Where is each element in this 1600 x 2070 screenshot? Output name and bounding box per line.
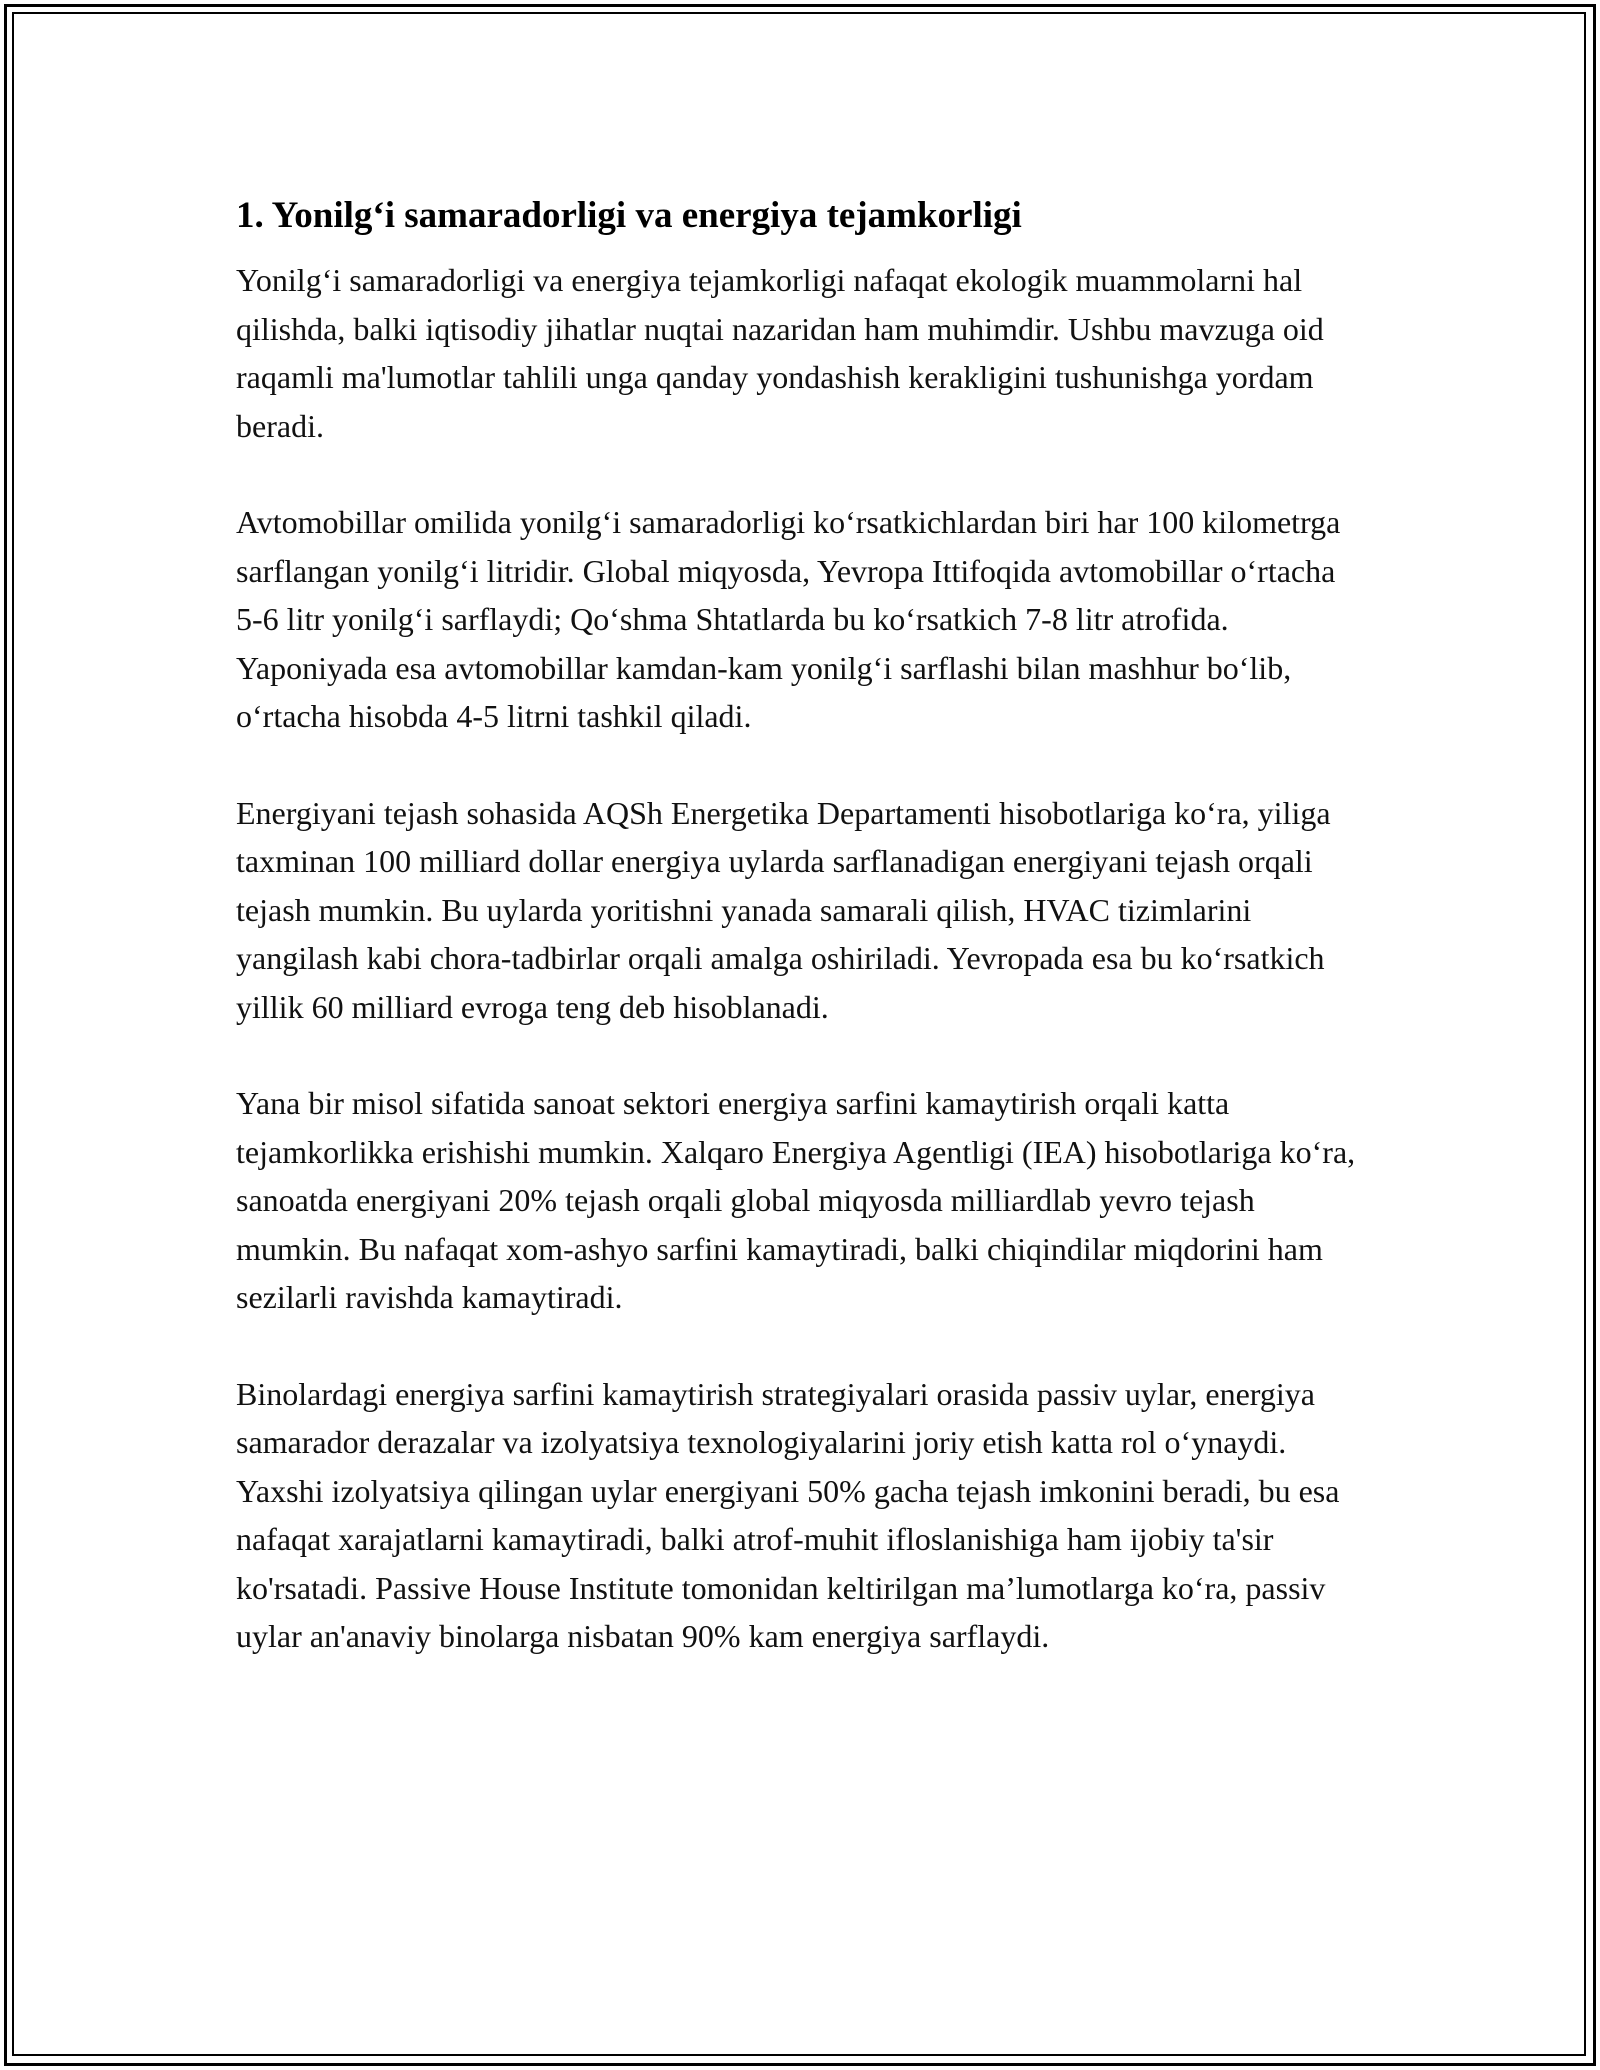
paragraph-industry: Yana bir misol sifatida sanoat sektori energiya sarfini kamaytirish orqali katta tejamkorlikka erishishi mumkin. Xalqaro Energiya Agentligi (IEA) hisobotlariga ko‘ra, sanoatda energiyani 20% tejash orqali global miqyosda milliardlab yevro tejash mumkin. Bu nafaqat xom-ashyo sarfini kamaytiradi, balki chiqindilar miqdorini ham sezilarli ravishda kamaytiradi. (236, 1085, 1356, 1315)
section-heading: 1. Yonilg‘i samaradorligi va energiya tejamkorligi (236, 195, 1022, 236)
paragraph-intro: Yonilg‘i samaradorligi va energiya tejamkorligi nafaqat ekologik muammolarni hal qilishda, balki iqtisodiy jihatlar nuqtai nazaridan ham muhimdir. Ushbu mavzuga oid raqamli ma'lumotlar tahlili unga qanday yondashish kerakligini tushunishga yordam beradi. (236, 262, 1324, 444)
paragraph-household-energy: Energiyani tejash sohasida AQSh Energetika Departamenti hisobotlariga ko‘ra, yiliga taxminan 100 milliard dollar energiya uylarda sarflanadigan energiyani tejash orqali tejash mumkin. Bu uylarda yoritishni yanada samarali qilish, HVAC tizimlarini yangilash kabi chora-tadbirlar orqali amalga oshiriladi. Yevropada esa bu ko‘rsatkich yillik 60 milliard evroga teng deb hisoblanadi. (236, 794, 1331, 1025)
paragraph-vehicles: Avtomobillar omilida yonilg‘i samaradorligi ko‘rsatkichlardan biri har 100 kilometrga sarflangan yonilg‘i litridir. Global miqyosda, Yevropa Ittifoqida avtomobillar o‘rtacha 5-6 litr yonilg‘i sarflaydi; Qo‘shma Shtatlarda bu ko‘rsatkich 7-8 litr atrofida. Yaponiyada esa avtomobillar kamdan-kam yonilg‘i sarflashi bilan mashhur bo‘lib, o‘rtacha hisobda 4-5 litrni tashkil qiladi. (236, 504, 1341, 734)
paragraph-buildings: Binolardagi energiya sarfini kamaytirish strategiyalari orasida passiv uylar, energiya samarador derazalar va izolyatsiya texnologiyalarini joriy etish katta rol o‘ynaydi. Yaxshi izolyatsiya qilingan uylar energiyani 50% gacha tejash imkonini beradi, bu esa nafaqat xarajatlarni kamaytiradi, balki atrof-muhit ifloslanishiga ham ijobiy ta'sir ko'rsatadi. Passive House Institute tomonidan keltirilgan ma’lumotlarga ko‘ra, passiv uylar an'anaviy binolarga nisbatan 90% kam energiya sarflaydi. (236, 1375, 1340, 1654)
document-body (236, 188, 1366, 1709)
